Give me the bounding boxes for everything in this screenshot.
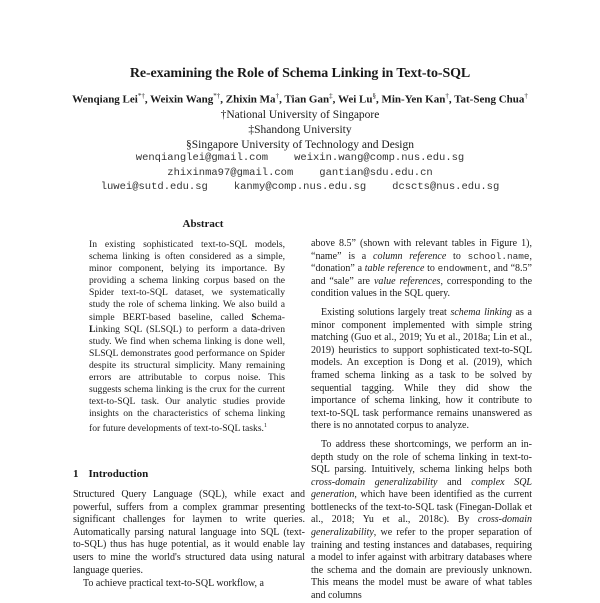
email-address: gantian@sdu.edu.cn [319, 167, 433, 179]
author-marks: † [524, 92, 528, 100]
text-run: , “donation” a [311, 250, 533, 275]
code-term: endowment [437, 263, 489, 275]
emphasis-term: cross-domain generalizability [311, 514, 532, 539]
author-name: Zhixin Ma [225, 93, 276, 106]
text-run: , we refer to the proper separation of training and testing instances and databases, requiring a model to infer against with arbitrary databases where the schema and the domain are previously unknown. This means the model must be aware of what tables and columns [311, 527, 532, 602]
abstract-heading: Abstract [182, 218, 224, 230]
text-run: To address these shortcomings, we perform an in-depth study on the role of schema linking in text-to-SQL parsing. Intuitively, schema linking helps both [311, 438, 532, 476]
right-paragraph [311, 238, 532, 301]
author-marks: *† [213, 92, 221, 100]
paper-title: Re-examining the Role of Schema Linking in Text-to-SQL [129, 66, 471, 81]
text-run: , corresponding to the condition values in the SQL query. [311, 275, 533, 300]
emphasis-term: column reference [373, 250, 447, 262]
section-number: 1 [73, 468, 79, 480]
email-row [0, 167, 600, 179]
author-marks: § [372, 92, 376, 100]
author-name: Wei Lu [337, 93, 373, 106]
email-address: dcscts@nus.edu.sg [392, 181, 500, 193]
author-marks: † [275, 92, 280, 100]
text-run: and [437, 476, 472, 488]
text-run: , and “8.5” and “sale” are [311, 263, 532, 287]
text-run: , which have been identified as the current bottlenecks of the text-to-SQL task (Finegan-Dollak et al., 2018; Yu et al., 2018c). By [311, 489, 532, 526]
abstract-text: chema- [256, 311, 285, 323]
author-name: Tat-Seng Chua [454, 93, 525, 106]
footnote-marker: 1 [263, 423, 267, 430]
intro-paragraph: Structured Query Language (SQL), while exact and powerful, suffers from a complex grammar presenting significant challenges for laymen to write queries. Automatically parsing natural language into SQL (text-to-SQL) thus has huge potential, as it would enable lay users to mine the world's structured data using natural language queries. [73, 489, 305, 576]
email-address: kanmy@comp.nus.edu.sg [233, 181, 367, 193]
right-paragraph [311, 307, 532, 433]
text-run: to [424, 263, 438, 275]
emphasis-term: value references [373, 275, 441, 287]
author-name: Tian Gan [284, 93, 330, 106]
email-address: luwei@sutd.edu.sg [100, 181, 208, 193]
right-paragraph [311, 439, 532, 603]
email-row [0, 152, 600, 164]
abstract-bold-letter: S [251, 311, 257, 323]
author-marks: ‡ [329, 92, 333, 100]
email-address: weixin.wang@comp.nus.edu.sg [294, 152, 465, 164]
author-name: Weixin Wang [150, 93, 214, 106]
emphasis-term: cross-domain generalizability [311, 476, 438, 488]
text-run: above 8.5” (shown with relevant tables in Figure 1), “name” is a [311, 238, 532, 262]
emphasis-term: complex SQL generation [311, 476, 532, 501]
author-name: Wenqiang Lei [72, 93, 138, 106]
section-title: Introduction [88, 468, 149, 480]
emphasis-term: schema linking [450, 306, 512, 318]
affiliation-sdu: ‡Shandong University [248, 124, 352, 136]
emphasis-term: table reference [364, 263, 425, 275]
text-run: as a minor component implemented with simple string matching (Guo et al., 2019; Yu et al., 2018a; Lin et al., 2019) heuristics to support sophisticated text-to-SQL models. An exception is Dong et al. (2019), which framed schema linking as a task to be solved by sequential tagging. While they did show the importance of schema linking, how it contribute to text-to-SQL task performance remains unanswered as there is no annotated corpus to analyze. [311, 306, 532, 432]
abstract-body [89, 239, 285, 436]
email-address: wenqianglei@gmail.com [135, 152, 269, 164]
author-marks: *† [137, 92, 145, 100]
code-term: school.name [467, 250, 530, 262]
text-run: Existing solutions largely treat [321, 306, 451, 318]
affiliation-nus: †National University of Singapore [220, 109, 380, 121]
abstract-text: inking SQL (SLSQL) to perform a data-driven study. We find when schema linking is done well, SLSQL demonstrates good performance on Spider despite its structural simplicity. Many remaining errors are attributable to corpus noise. This suggests schema linking is the crux for the current text-to-SQL task. Our analytic studies provide insights on the characteristics of schema linking for future developments of text-to-SQL tasks. [89, 323, 285, 435]
text-run: to [446, 250, 468, 262]
abstract-bold-letter: L [89, 323, 96, 335]
abstract-text: In existing sophisticated text-to-SQL models, schema linking is often considered as a simple, minor component, belying its importance. By providing a schema linking corpus based on the Spider text-to-SQL dataset, we systematically study the role of schema linking. We also build a simple BERT-based baseline, called [89, 239, 285, 323]
email-row [0, 181, 600, 193]
author-marks: † [445, 92, 449, 100]
author-name: Min-Yen Kan [381, 93, 446, 106]
intro-paragraph: To achieve practical text-to-SQL workflow, a [83, 578, 264, 590]
affiliation-sutd: §Singapore University of Technology and Design [186, 139, 414, 151]
right-column-body [311, 238, 532, 603]
introduction-body [73, 489, 305, 591]
section-heading-introduction [73, 468, 148, 480]
author-list: Wenqiang Lei*†, Weixin Wang*†, Zhixin Ma†, Tian Gan‡, Wei Lu§, Min-Yen Kan†, Tat-Seng Chua† [72, 92, 528, 106]
email-address: zhixinma97@gmail.com [167, 167, 294, 179]
